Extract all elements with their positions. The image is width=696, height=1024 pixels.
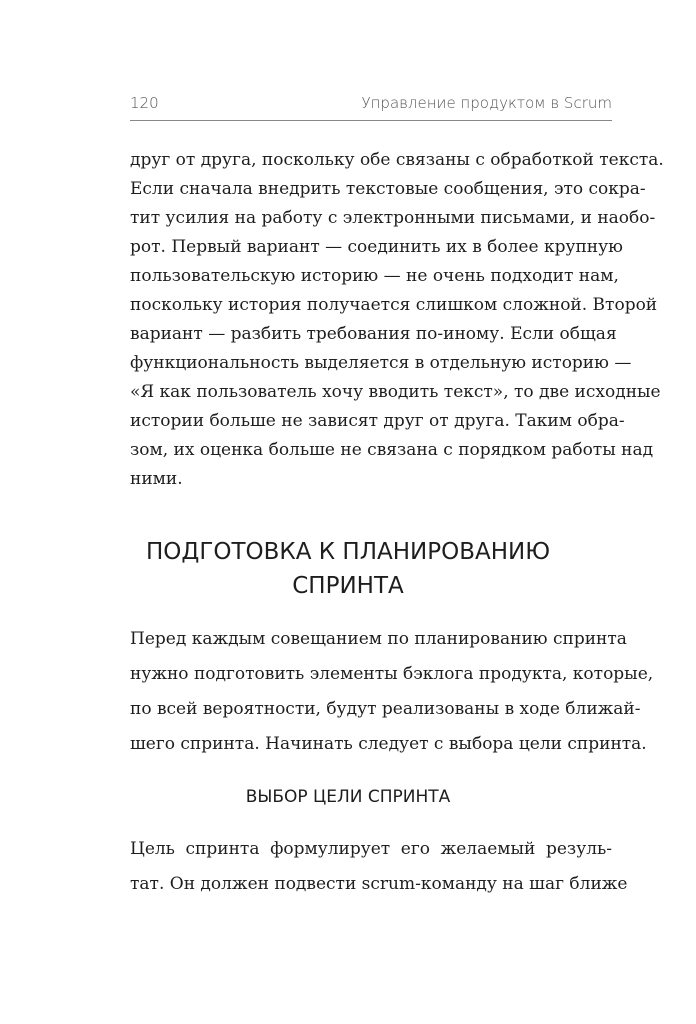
text-line: Цель спринта формулирует его желаемый резуль- [130,839,612,859]
text-line: рот. Первый вариант — соединить их в более крупную [130,237,623,257]
text-line: истории больше не зависят друг от друга. Таким обра- [130,411,625,431]
text-line: нужно подготовить элементы бэклога продукта, которые, [130,664,654,684]
text-line: тат. Он должен подвести scrum-команду на шаг ближе [130,874,628,894]
text-line: по всей вероятности, будут реализованы в ходе ближай- [130,699,641,719]
paragraph-2 [130,622,654,762]
text-line: Если сначала внедрить текстовые сообщения, это сокра- [130,179,646,199]
paragraph-3 [130,832,628,902]
text-line: «Я как пользователь хочу вводить текст», то две исходные [130,382,661,402]
text-line: Перед каждым совещанием по планированию спринта [130,629,627,649]
running-title: Управление продуктом в Scrum [361,94,612,112]
running-header [130,94,612,121]
page-number: 120 [130,94,159,112]
text-line: ними. [130,469,183,489]
text-line: функциональность выделяется в отдельную историю — [130,353,632,373]
paragraph-1 [130,146,664,494]
section-heading [100,535,596,603]
heading-line: ПОДГОТОВКА К ПЛАНИРОВАНИЮ [145,539,551,565]
subsection-heading: ВЫБОР ЦЕЛИ СПРИНТА [245,787,451,807]
heading-line: СПРИНТА [292,573,404,599]
text-line: пользовательскую историю — не очень подходит нам, [130,266,619,286]
text-line: шего спринта. Начинать следует с выбора цели спринта. [130,734,647,754]
text-line: поскольку история получается слишком сложной. Второй [130,295,658,315]
text-line: вариант — разбить требования по-иному. Если общая [130,324,617,344]
text-line: друг от друга, поскольку обе связаны с обработкой текста. [130,150,664,170]
text-line: зом, их оценка больше не связана с порядком работы над [130,440,654,460]
text-line: тит усилия на работу с электронными письмами, и наобо- [130,208,656,228]
